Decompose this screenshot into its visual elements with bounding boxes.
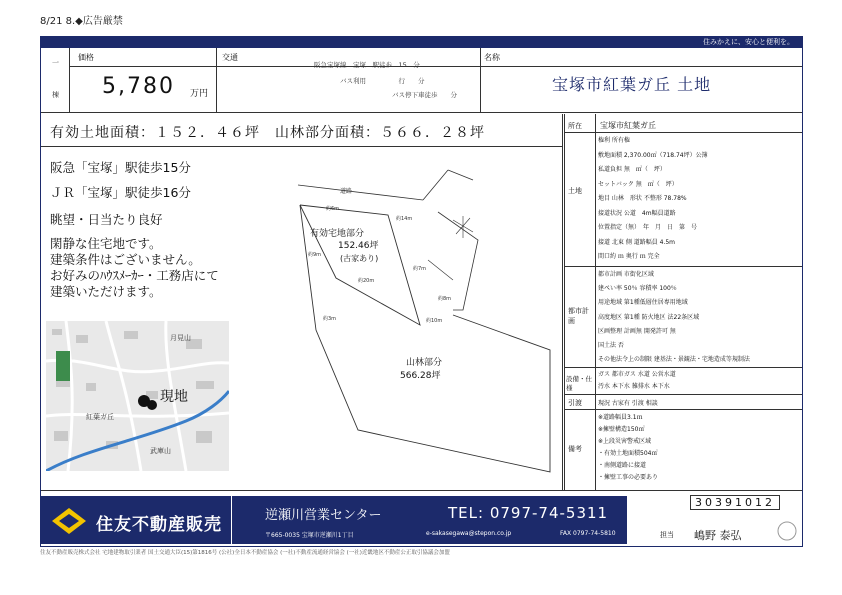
- divider: [564, 394, 802, 395]
- utility-row: 汚水 本下水 雑排水 本下水: [598, 383, 670, 390]
- divider: [564, 409, 802, 410]
- effective-area: 有効土地面積：１５２．４６坪 山林部分面積：５６６．２８坪: [50, 125, 485, 141]
- survey-dim: 約6m: [326, 206, 340, 212]
- location-label: 所在: [568, 122, 582, 130]
- land-row: 地目 山林 形状 不整形 78.78%: [598, 195, 687, 202]
- city-row: その他法令上の制限 建基法・景観法・宅地造成等規制法: [598, 356, 750, 364]
- traffic-label: 交通: [222, 53, 238, 62]
- land-row: 位置指定（無） 年 月 日 第 号: [598, 224, 698, 231]
- utility-row: ガス 都市ガス 水道 公営水道: [598, 371, 676, 378]
- staff-label: 担当: [660, 531, 674, 539]
- city-row: 建ぺい率 50％ 容積率 100％: [598, 285, 677, 293]
- name-label: 名称: [484, 53, 500, 62]
- divider: [564, 266, 802, 267]
- map-label: 月見山: [170, 334, 191, 342]
- remarks-row: ・有効土地面積504㎡: [598, 450, 658, 457]
- survey-effective-note: (古家あり): [340, 254, 379, 263]
- top-bar-slogan: 住みかえに、安心と便利を。: [703, 38, 794, 46]
- survey-forest-area: 566.28坪: [400, 371, 441, 381]
- survey-dim: 約8m: [438, 296, 452, 302]
- survey-effective-area: 152.46坪: [338, 241, 379, 251]
- map-label: 紅葉ガ丘: [86, 413, 114, 421]
- company-logo-icon: [50, 506, 88, 536]
- divider: [564, 114, 565, 490]
- land-row: 私道負担 無 ㎡（ 坪）: [598, 166, 666, 173]
- map-image: [46, 321, 229, 471]
- remarks-rows: [598, 412, 800, 484]
- office-fax: FAX 0797-74-5810: [560, 530, 616, 537]
- city-row: 高度地区 第1種 防火地区 法22条区域: [598, 313, 700, 321]
- land-row: 接道 北東 側 道路幅員 4.5m: [598, 238, 676, 246]
- price-side-1: 一: [52, 59, 59, 67]
- price-value: 5,780: [102, 74, 175, 99]
- divider: [564, 132, 802, 133]
- land-rows: [598, 134, 800, 265]
- land-row: 接道状況 公道 4m幅員道路: [598, 209, 676, 217]
- traffic-row-3: バス停下車徒歩 分: [392, 91, 457, 99]
- city-rows: [598, 268, 800, 367]
- survey-dim: 約20m: [358, 278, 375, 284]
- survey-dim: 約10m: [426, 318, 443, 324]
- desc-line: 閑静な住宅地です。: [50, 236, 162, 251]
- utility-label: 設備・仕様: [566, 375, 592, 392]
- desc-line: 阪急「宝塚」駅徒歩15分: [50, 160, 191, 175]
- office-tel: TEL: 0797-74-5311: [448, 504, 609, 522]
- seal-stamp-icon: [776, 520, 798, 542]
- city-row: 用途地域 第1種低層住居専用地域: [598, 299, 688, 307]
- top-bar: [40, 36, 803, 48]
- city-row: 都市計画 市街化区域: [598, 271, 654, 278]
- traffic-row-2: バス利用 行 分: [340, 77, 425, 85]
- divider: [41, 146, 562, 147]
- land-row: 敷地面積 2,370.00㎡（718.74坪）公簿: [598, 151, 708, 159]
- office-email: e-sakasegawa@stepon.co.jp: [426, 530, 512, 537]
- office-address: 〒665-0035 宝塚市逆瀬川1丁目: [265, 532, 354, 539]
- divider: [41, 490, 802, 491]
- divider: [480, 48, 481, 112]
- area-map: [46, 321, 229, 471]
- survey-effective-label: 有効宅地部分: [310, 229, 365, 239]
- survey-forest-label: 山林部分: [406, 358, 443, 368]
- desc-line: 建築条件はございません。: [50, 252, 201, 267]
- land-row: セットバック 無 ㎡（ 坪）: [598, 180, 678, 188]
- land-label: 土地: [568, 187, 582, 195]
- status-row: 現況 古家有 引渡 相談: [598, 400, 658, 407]
- survey-dim: 約3m: [323, 316, 337, 322]
- top-note: 8/21 8.◆広告厳禁: [40, 16, 123, 27]
- desc-line: お好みのﾊｳｽﾒｰｶｰ・工務店にて: [50, 268, 219, 283]
- status-label: 引渡: [568, 399, 582, 407]
- divider: [216, 48, 217, 112]
- city-label: 都市計画: [568, 307, 589, 325]
- survey-dim: 約14m: [396, 216, 413, 222]
- divider: [70, 66, 216, 67]
- remarks-row: ※道路幅員3.1ｍ: [598, 414, 643, 421]
- price-side-2: 棟: [52, 91, 59, 99]
- city-row: 区画整理 計画無 開発許可 無: [598, 327, 676, 335]
- divider: [564, 367, 802, 368]
- remarks-row: ・南側道路に接道: [598, 462, 647, 469]
- divider: [595, 114, 596, 490]
- land-row: 権利 所有権: [598, 137, 630, 144]
- map-label: 武庫山: [150, 447, 171, 455]
- staff-name: 嶋野 泰弘: [694, 529, 742, 542]
- company-name: 住友不動産販売: [96, 515, 222, 535]
- remarks-row: ※擁壁構造150㎡: [598, 426, 645, 433]
- utility-rows: [598, 369, 800, 393]
- property-code: 30391012: [690, 495, 780, 510]
- desc-line: 建築いただけます。: [50, 284, 162, 299]
- office-name: 逆瀬川営業センター: [265, 508, 382, 523]
- price-unit: 万円: [190, 89, 209, 99]
- location-value: 宝塚市紅葉ガ丘: [600, 121, 656, 130]
- desc-line: ＪＲ「宝塚」駅徒歩16分: [50, 185, 191, 200]
- divider: [481, 66, 802, 67]
- city-row: 国土法 否: [598, 342, 624, 350]
- survey-dim: 約9m: [308, 252, 322, 258]
- map-current-label: 現地: [160, 389, 188, 405]
- land-row: 間口約 ｍ 奥行 ｍ 完全: [598, 253, 660, 260]
- remarks-row: ※上段災害警戒区域: [598, 438, 652, 445]
- legal-note: 住友不動産販売株式会社 宅地建物取引業者 国土交通大臣(15)第1816号 (公社)全日本不動産協会 (一社)不動産流通経営協会 (一社)近畿地区不動産公正取引協議会加盟: [40, 550, 450, 556]
- remarks-row: ・擁壁工事の必要あり: [598, 474, 659, 481]
- survey-plot: [288, 160, 560, 490]
- traffic-row-1: 阪急宝塚線 宝塚 駅徒歩 15 分: [314, 61, 420, 69]
- property-name: 宝塚市紅葉ガ丘 土地: [552, 75, 712, 94]
- divider: [69, 48, 70, 112]
- remarks-label: 備考: [568, 445, 582, 453]
- desc-line: 眺望・日当たり良好: [50, 212, 163, 227]
- price-label: 価格: [78, 53, 94, 62]
- survey-road-label: 道路: [340, 188, 353, 195]
- survey-dim: 約7m: [413, 266, 427, 272]
